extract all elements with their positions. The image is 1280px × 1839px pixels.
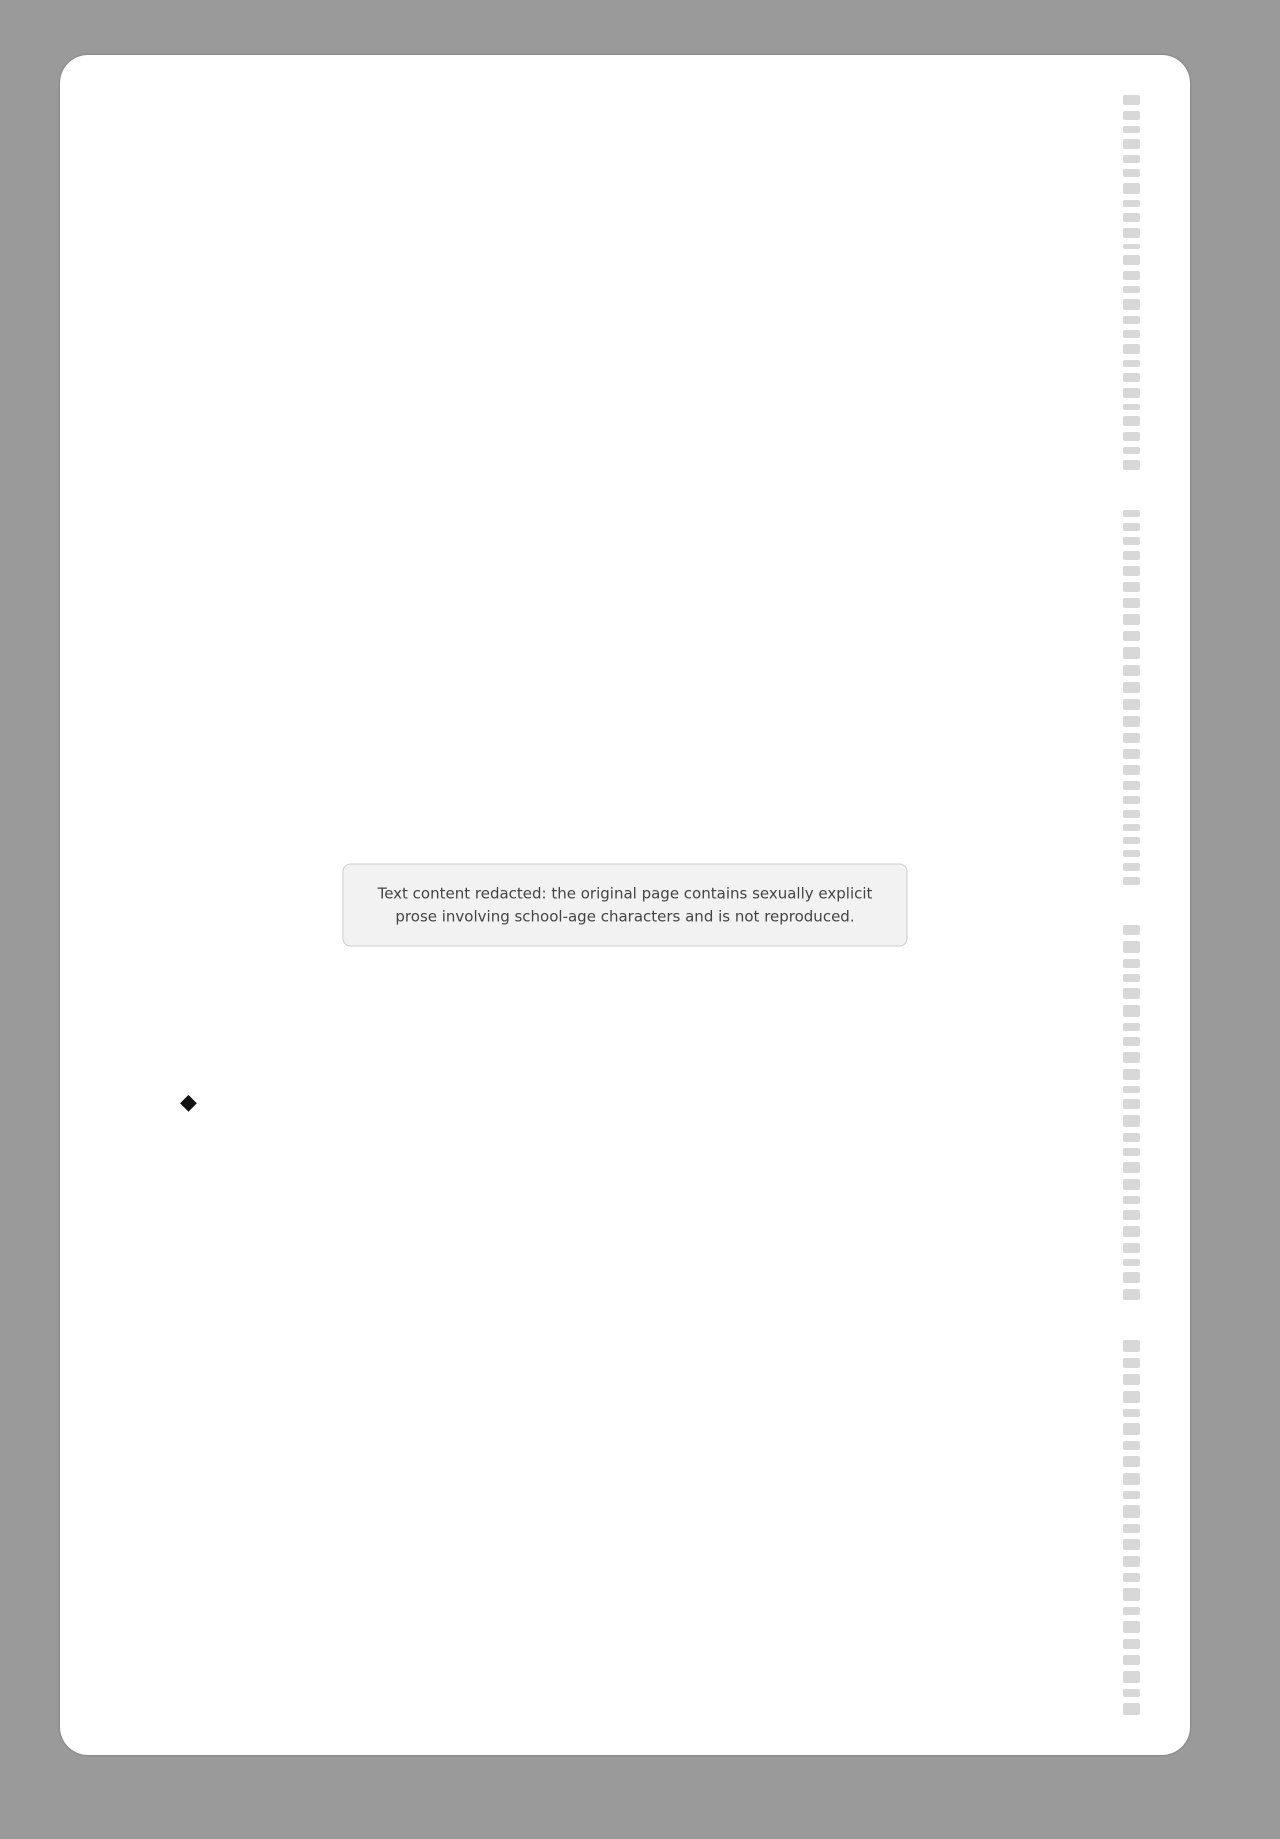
- scan-page: [60, 55, 1190, 1755]
- text-band-3: [110, 925, 1140, 1300]
- redaction-notice: Text content redacted: the original page contains sexually explicit prose involving school-age characters and is not reproduced.: [343, 864, 908, 947]
- text-band-4: [110, 1340, 1140, 1715]
- section-divider-mark: ◆: [180, 1090, 197, 1115]
- text-band-1: [110, 95, 1140, 470]
- text-band-2: [110, 510, 1140, 885]
